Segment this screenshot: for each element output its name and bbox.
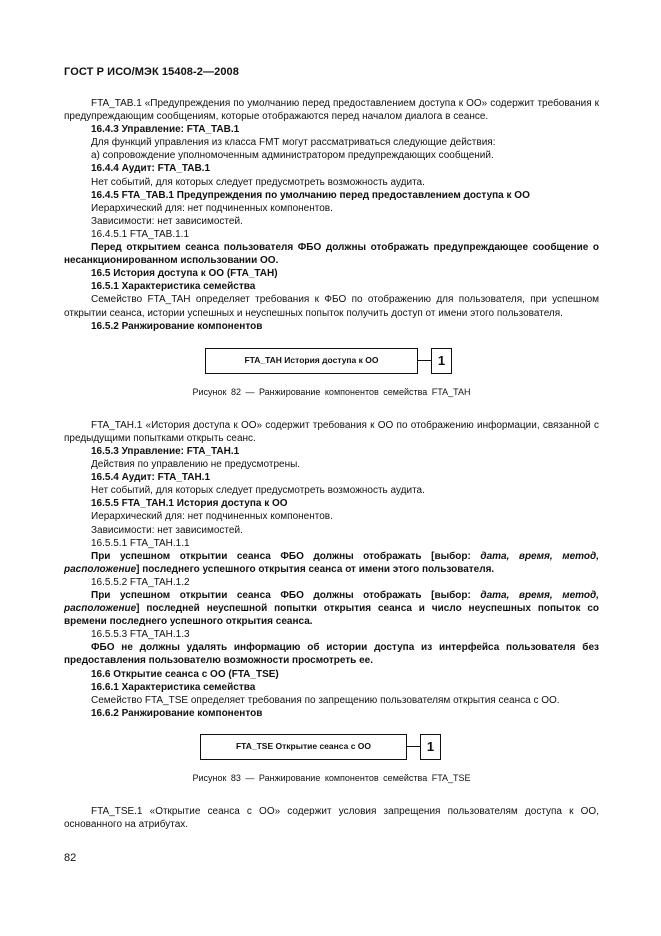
selection-options: дата, время, метод, расположение	[64, 590, 599, 615]
requirement-text-part: При успешном открытии сеанса ФБО должны отображать [выбор:	[91, 550, 481, 562]
section-heading: 16.4.3 Управление: FTA_TAB.1	[91, 124, 240, 136]
section-heading: 16.5.1 Характеристика семейства	[91, 281, 256, 293]
requirement-text-part: При успешном открытии сеанса ФБО должны отображать [выбор:	[91, 590, 481, 601]
section-heading: 16.5.5 FTA_TAH.1 История доступа к ОО	[91, 498, 288, 510]
section-heading: 16.5 История доступа к ОО (FTA_TAH)	[91, 268, 278, 280]
selection-options: дата, время, метод, расположение	[64, 550, 599, 575]
section-heading: 16.6.2 Ранжирование компонентов	[91, 707, 263, 719]
figure-83-diagram	[64, 734, 599, 772]
section-heading: 16.6 Открытие сеанса с ОО (FTA_TSE)	[91, 668, 279, 680]
page-header: ГОСТ Р ИСО/МЭК 15408-2—2008	[64, 66, 239, 78]
figure-82-diagram	[64, 348, 599, 386]
paragraph: Для функций управления из класса FMT могут рассматриваться следующие действия:	[91, 137, 496, 149]
paragraph: 16.5.5.1 FTA_TAH.1.1	[91, 537, 190, 549]
paragraph: 16.5.5.2 FTA_TAH.1.2	[91, 576, 190, 588]
paragraph: Иерархический для: нет подчиненных компонентов.	[91, 202, 333, 214]
requirement-text: ФБО не должны удалять информацию об истории доступа из интерфейса пользователя без предоставления пользователю возможности просмотреть ее.	[64, 642, 599, 667]
component-box: FTA_TSE Открытие сеанса с ОО	[200, 734, 407, 760]
paragraph: а) сопровождение уполномоченным администратором предупреждающих сообщений.	[91, 150, 494, 162]
requirement-text-part: ] последней неуспешной попытки открытия сеанса и число неуспешных попыток со времени последнего успешного открытия сеанса.	[64, 603, 599, 628]
component-box: FTA_TAH История доступа к ОО	[205, 348, 418, 374]
requirement-text	[64, 589, 599, 628]
connector-line	[418, 360, 431, 361]
figure-caption: Рисунок 82 — Ранжирование компонентов семейства FTA_TAH	[192, 386, 471, 397]
paragraph: Семейство FTA_TSE определяет требования по запрещению пользователям открытия сеанса с ОО.	[91, 694, 560, 706]
connector-line	[407, 746, 420, 747]
requirement-text	[64, 550, 599, 576]
paragraph: Нет событий, для которых следует предусмотреть возможность аудита.	[91, 485, 425, 497]
paragraph: 16.4.5.1 FTA_TAB.1.1	[91, 228, 190, 240]
paragraph: Зависимости: нет зависимостей.	[91, 524, 243, 536]
section-heading: 16.5.3 Управление: FTA_TAH.1	[91, 445, 240, 457]
paragraph: Иерархический для: нет подчиненных компонентов.	[91, 511, 333, 523]
figure-caption: Рисунок 83 — Ранжирование компонентов семейства FTA_TSE	[192, 772, 471, 783]
level-number: 1	[431, 348, 452, 374]
section-heading: 16.5.2 Ранжирование компонентов	[91, 320, 263, 332]
requirement-text-part: ] последнего успешного открытия сеанса от имени этого пользователя.	[136, 563, 495, 575]
paragraph: FTA_TSE.1 «Открытие сеанса с ОО» содержит условия запрещения пользователям доступа к ОО, основанного на атрибутах.	[64, 806, 599, 831]
paragraph: Семейство FTA_TAH определяет требования к ФБО по отображению для пользователя, при успешном открытии сеанса, истории успешных и неуспешных попыток получить доступ от имени этого пользователя.	[64, 294, 599, 319]
level-number: 1	[420, 734, 441, 760]
page-number: 82	[64, 852, 77, 864]
paragraph: FTA_TAH.1 «История доступа к ОО» содержит требования к ОО по отображению информации, связанной с предыдущими попытками открыть сеанс.	[64, 419, 599, 444]
paragraph: FTA_TAB.1 «Предупреждения по умолчанию перед предоставлением доступа к ОО» содержит требования к предупреждающим сообщениям, которые отображаются перед началом диалога в сеансе.	[64, 98, 599, 123]
section-heading: 16.6.1 Характеристика семейства	[91, 681, 256, 693]
section-heading: 16.4.4 Аудит: FTA_TAB.1	[91, 163, 211, 175]
paragraph: Зависимости: нет зависимостей.	[91, 215, 243, 227]
paragraph: Нет событий, для которых следует предусмотреть возможность аудита.	[91, 176, 425, 188]
paragraph: 16.5.5.3 FTA_TAH.1.3	[91, 629, 190, 641]
section-heading: 16.5.4 Аудит: FTA_TAH.1	[91, 472, 211, 484]
paragraph: Действия по управлению не предусмотрены.	[91, 459, 301, 471]
requirement-text: Перед открытием сеанса пользователя ФБО должны отображать предупреждающее сообщение о несанкционированном использовании ОО.	[64, 242, 599, 267]
page-content	[64, 97, 599, 831]
section-heading: 16.4.5 FTA_TAB.1 Предупреждения по умолчанию перед предоставлением доступа к ОО	[91, 189, 530, 201]
